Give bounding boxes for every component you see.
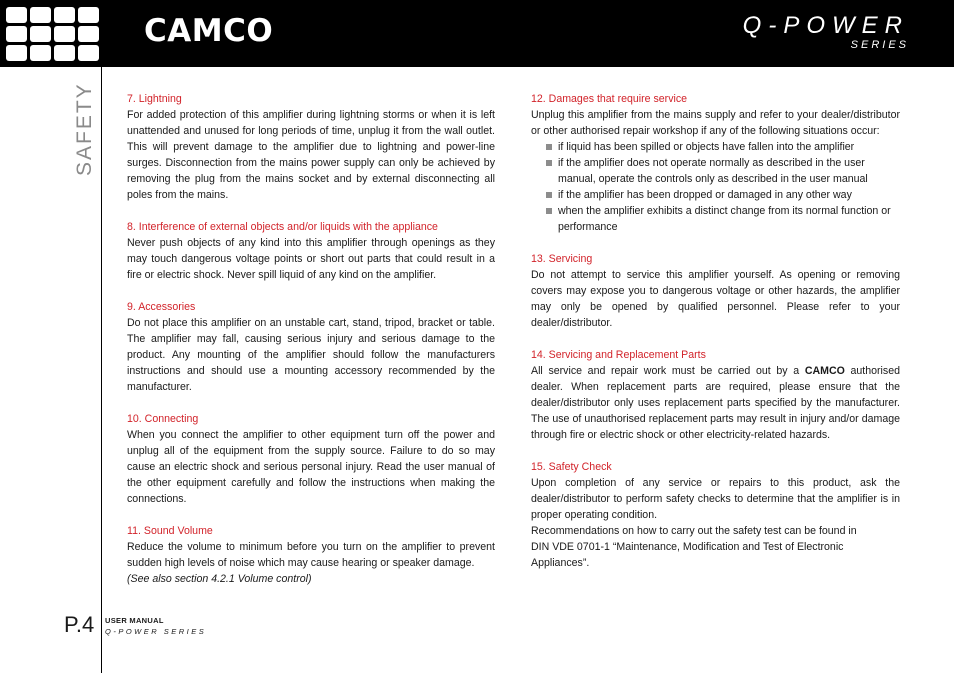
section-body: Unplug this amplifier from the mains supply and refer to your dealer/distributor or other authorised repair workshop if any of the following situations occur:: [531, 109, 900, 137]
standard-reference: DIN VDE 0701-1 “Maintenance, Modification and Test of Electronic Appliances”.: [531, 541, 844, 569]
left-column: [127, 91, 495, 603]
section-title: 8. Interference of external objects and/or liquids with the appliance: [127, 221, 438, 233]
page-number: P.4: [64, 612, 95, 637]
section-damages: [531, 91, 900, 235]
body-text: authorised dealer. When replacement parts are required, please ensure that the dealer/distributor only uses replacement parts specified by the manufacturer. The use of unauthorised replacement parts may result in injury and/or damage through fire or electric shock or other electricity-related hazards.: [531, 365, 900, 441]
right-column: [531, 91, 900, 587]
section-side-label-text: SAFETY: [73, 82, 96, 176]
section-accessories: [127, 299, 495, 395]
section-side-label: [50, 82, 100, 182]
section-title: 13. Servicing: [531, 253, 593, 265]
section-title: 14. Servicing and Replacement Parts: [531, 349, 706, 361]
section-body: Do not place this amplifier on an unstable cart, stand, tripod, bracket or table. The amplifier may fall, causing serious injury and serious damage to the product. Any mounting of the amplifier should follow the manufacturers instructions and should use a mounting accessory recommended by the manufacturer.: [127, 317, 495, 393]
brand-logo-text: CAMCO: [144, 13, 274, 49]
section-title: 12. Damages that require service: [531, 93, 688, 105]
section-body: Upon completion of any service or repairs to this product, ask the dealer/distributor to perform safety checks to determine that the amplifier is in proper operating condition.: [531, 477, 900, 521]
section-body: [531, 363, 900, 443]
section-body: When you connect the amplifier to other equipment turn off the power and unplug all of the equipment from the supply source. Failure to do so may cause an electric shock and serious personal injury. Read the user manual of the other equipment carefully and follow the instructions when making the connections.: [127, 429, 495, 505]
header-bar: [0, 0, 954, 67]
recommendation-text: Recommendations on how to carry out the safety test can be found in: [531, 525, 857, 537]
section-title: 15. Safety Check: [531, 461, 612, 473]
body-text: All service and repair work must be carried out by a: [531, 365, 805, 377]
list-item: if the amplifier has been dropped or damaged in any other way: [531, 187, 900, 203]
section-lightning: [127, 91, 495, 203]
section-note: (See also section 4.2.1 Volume control): [127, 573, 312, 585]
section-title: 7. Lightning: [127, 93, 182, 105]
camco-logo-grid-icon: [6, 7, 99, 61]
section-body: For added protection of this amplifier during lightning storms or when it is left unattended and unused for long periods of time, unplug it from the wall outlet. This will prevent damage to the amplifier due to lightning and power-line surges. Disconnection from the mains power supply can only be achieved by removing the plug from the mains socket and by external disconnecting all poles from the mains.: [127, 109, 495, 201]
section-safety-check: [531, 459, 900, 571]
footer-series-label: Q-POWER SERIES: [105, 627, 207, 636]
section-interference: [127, 219, 495, 283]
margin-divider: [101, 67, 102, 673]
series-subtitle: SERIES: [850, 39, 909, 51]
section-servicing: [531, 251, 900, 331]
footer-manual-label: USER MANUAL: [105, 616, 164, 625]
list-item: if liquid has been spilled or objects have fallen into the amplifier: [531, 139, 900, 155]
section-replacement-parts: [531, 347, 900, 443]
section-body: Reduce the volume to minimum before you turn on the amplifier to prevent sudden high levels of noise which may cause hearing or speaker damage.: [127, 541, 495, 569]
series-title: Q-POWER: [742, 12, 909, 39]
section-sound-volume: [127, 523, 495, 587]
section-body: Never push objects of any kind into this amplifier through openings as they may touch dangerous voltage points or short out parts that could result in a fire or electric shock. Never spill liquid of any kind on the amplifier.: [127, 237, 495, 281]
list-item: if the amplifier does not operate normally as described in the user manual, operate the controls only as described in the user manual: [531, 155, 900, 187]
section-body: Do not attempt to service this amplifier yourself. As opening or removing covers may expose you to dangerous voltage or other hazards, the amplifier may only be opened by qualified personnel. Please refer to your dealer/distributor.: [531, 269, 900, 329]
section-title: 10. Connecting: [127, 413, 199, 425]
section-title: 9. Accessories: [127, 301, 196, 313]
brand-name: CAMCO: [804, 365, 845, 377]
section-connecting: [127, 411, 495, 507]
section-title: 11. Sound Volume: [127, 525, 213, 537]
damage-list: [531, 139, 900, 235]
list-item: when the amplifier exhibits a distinct change from its normal function or performance: [531, 203, 900, 235]
